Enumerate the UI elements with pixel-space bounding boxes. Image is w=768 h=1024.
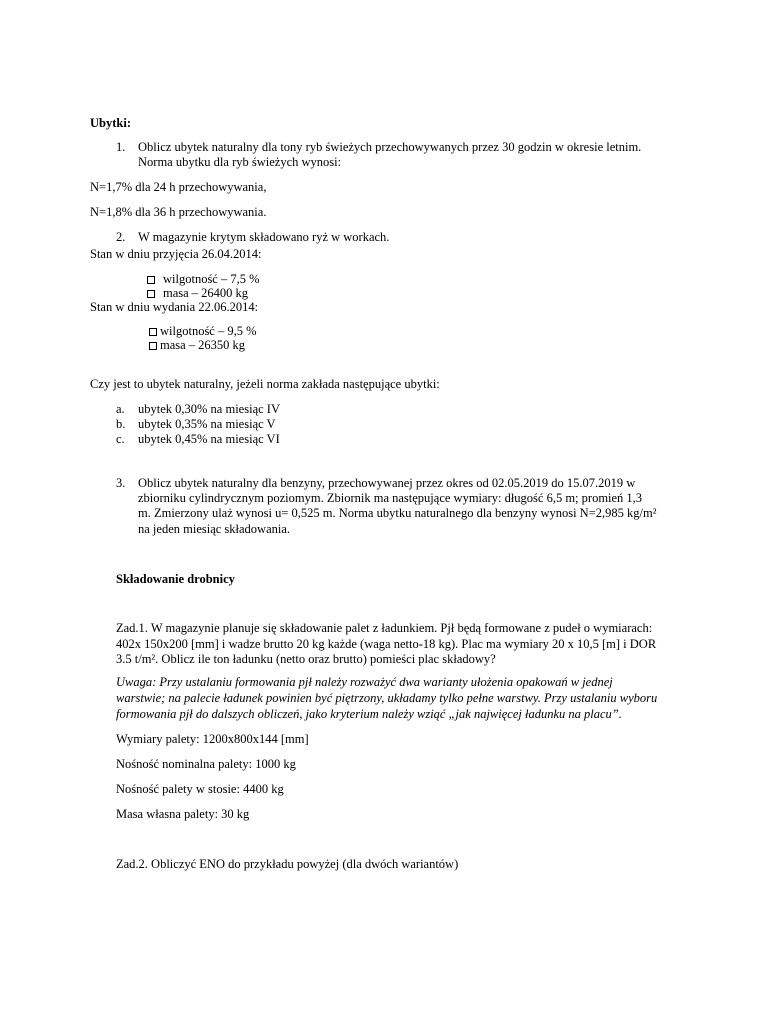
option-letter: a.: [116, 402, 125, 416]
paleta-wymiary: Wymiary palety: 1200x800x144 [mm]: [116, 732, 309, 746]
uwaga-text-line: warstwie; na palecie ładunek powinien być piętrzony, układamy tylko pełne warstwy. Przy ustalaniu wyboru: [116, 691, 658, 705]
question-text: Czy jest to ubytek naturalny, jeżeli norma zakłada następujące ubytki:: [90, 377, 440, 391]
zad-text-line: Zad.1. W magazynie planuje się składowanie palet z ładunkiem. Pjł będą formowane z pudeł o wymiarach:: [116, 621, 653, 635]
checkbox-square-icon: [149, 328, 157, 336]
checkbox-list-item: [149, 324, 257, 339]
uwaga-text-line: Uwaga: Przy ustalaniu formowania pjł należy rozważyć dwa warianty ułożenia opakowań w jednej: [116, 675, 613, 689]
zad-text-line: 3.5 t/m². Oblicz ile ton ładunku (netto oraz brutto) pomieści plac składowy?: [116, 652, 496, 666]
checkbox-list-item: [147, 286, 248, 301]
checkbox-list-item: [147, 272, 260, 287]
checkbox-square-icon: [149, 342, 157, 350]
task-number: 2.: [116, 230, 126, 244]
task-text-line: Norma ubytku dla ryb świeżych wynosi:: [138, 155, 342, 169]
list-item-text: wilgotność – 9,5 %: [160, 324, 257, 338]
uwaga-text-line: formowania pjł do dalszych obliczeń, jako kryterium należy wziąć „jak najwięcej ładunku na placu”.: [116, 707, 622, 721]
list-item-text: wilgotność – 7,5 %: [163, 272, 260, 286]
task-number: 1.: [116, 140, 126, 154]
stan-label: Stan w dniu przyjęcia 26.04.2014:: [90, 247, 262, 261]
task-text-line: Oblicz ubytek naturalny dla tony ryb świeżych przechowywanych przez 30 godzin w okresie letnim.: [138, 140, 642, 154]
option-letter: c.: [116, 432, 125, 446]
task-number: 3.: [116, 476, 126, 490]
norm-line: N=1,8% dla 36 h przechowywania.: [90, 205, 267, 219]
task-text-line: Oblicz ubytek naturalny dla benzyny, przechowywanej przez okres od 02.05.2019 do 15.07.2019 w: [138, 476, 636, 490]
zad-2: Zad.2. Obliczyć ENO do przykładu powyżej (dla dwóch wariantów): [116, 857, 459, 871]
task-text-line: W magazynie krytym składowano ryż w workach.: [138, 230, 390, 244]
section-heading-drobnica: Składowanie drobnicy: [116, 572, 235, 586]
task-text-line: zbiorniku cylindrycznym poziomym. Zbiornik ma następujące wymiary: długość 6,5 m; promień 1,3: [138, 491, 643, 505]
paleta-nosnosc-stos: Nośność palety w stosie: 4400 kg: [116, 782, 284, 796]
task-text-line: m. Zmierzony ulaż wynosi u= 0,525 m. Norma ubytku naturalnego dla benzyny wynosi N=2,985 kg/m²: [138, 506, 657, 520]
stan-label: Stan w dniu wydania 22.06.2014:: [90, 300, 259, 314]
checkbox-square-icon: [147, 276, 155, 284]
task-text-line: na jeden miesiąc składowania.: [138, 522, 291, 536]
norm-line: N=1,7% dla 24 h przechowywania,: [90, 180, 267, 194]
paleta-nosnosc-nominalna: Nośność nominalna palety: 1000 kg: [116, 757, 296, 771]
option-text: ubytek 0,45% na miesiąc VI: [138, 432, 280, 446]
list-item-text: masa – 26400 kg: [163, 286, 249, 300]
list-item-text: masa – 26350 kg: [160, 338, 246, 352]
option-letter: b.: [116, 417, 126, 431]
option-text: ubytek 0,30% na miesiąc IV: [138, 402, 280, 416]
checkbox-square-icon: [147, 290, 155, 298]
section-heading-ubytki: Ubytki:: [90, 116, 131, 130]
zad-text-line: 402x 150x200 [mm] i wadze brutto 20 kg każde (waga netto-18 kg). Plac ma wymiary 20 x 10,5 [m] i DOR: [116, 637, 657, 651]
option-text: ubytek 0,35% na miesiąc V: [138, 417, 276, 431]
paleta-masa: Masa własna palety: 30 kg: [116, 807, 250, 821]
checkbox-list-item: [149, 338, 245, 353]
